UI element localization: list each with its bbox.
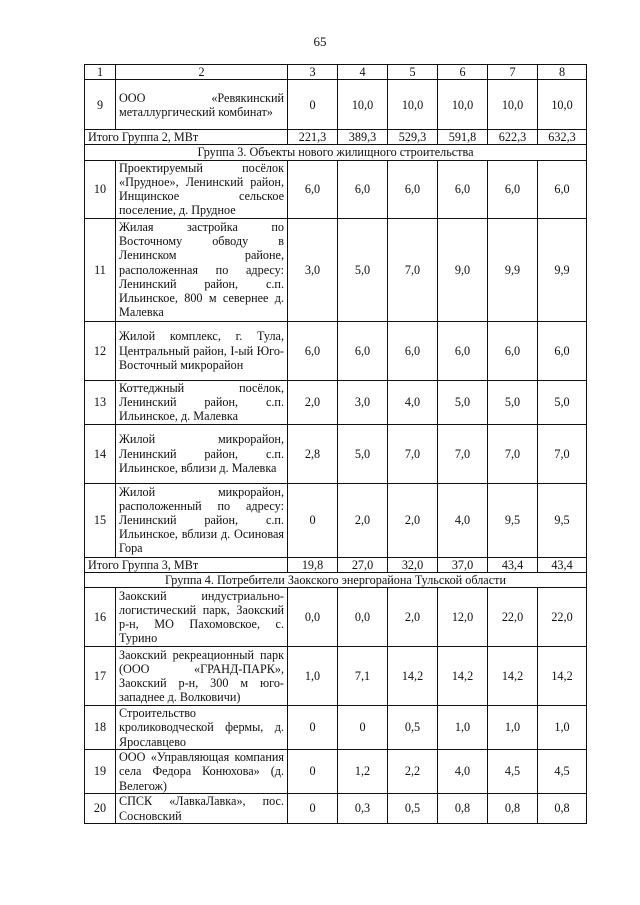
table-row	[85, 321, 587, 380]
row-value: 6,0	[288, 160, 338, 218]
row-value: 1,0	[438, 706, 488, 750]
row-name: ООО «Управляющая компания села Федора Конюхова» (д. Велегож)	[116, 750, 288, 794]
table-row	[85, 424, 587, 483]
row-value: 0,5	[388, 794, 438, 824]
row-value: 0,5	[388, 706, 438, 750]
table-row	[85, 750, 587, 794]
header-row	[85, 65, 587, 80]
row-value: 4,0	[388, 380, 438, 424]
row-number: 14	[85, 424, 116, 483]
row-value: 6,0	[388, 321, 438, 380]
row-value: 3,0	[338, 380, 388, 424]
row-name: Жилой комплекс, г. Тула, Центральный район, I-ый Юго-Восточный микрорайон	[116, 321, 288, 380]
table-row	[85, 218, 587, 321]
row-value: 4,0	[438, 750, 488, 794]
total-value: 622,3	[488, 130, 538, 145]
row-value: 6,0	[338, 160, 388, 218]
row-value: 4,5	[538, 750, 587, 794]
row-value: 14,2	[488, 647, 538, 706]
row-value: 1,2	[338, 750, 388, 794]
row-value: 10,0	[338, 80, 388, 130]
row-value: 14,2	[538, 647, 587, 706]
row-value: 1,0	[538, 706, 587, 750]
total-value: 221,3	[288, 130, 338, 145]
row-value: 9,9	[488, 218, 538, 321]
total-value: 389,3	[338, 130, 388, 145]
row-number: 10	[85, 160, 116, 218]
total-value: 43,4	[488, 557, 538, 572]
row-value: 0	[288, 80, 338, 130]
row-value: 5,0	[338, 218, 388, 321]
table-row	[85, 380, 587, 424]
page-number: 65	[313, 34, 327, 49]
row-number: 19	[85, 750, 116, 794]
row-value: 6,0	[488, 321, 538, 380]
row-value: 0,8	[488, 794, 538, 824]
table-body	[85, 65, 587, 824]
total-value: 37,0	[438, 557, 488, 572]
row-value: 6,0	[488, 160, 538, 218]
total-value: 529,3	[388, 130, 438, 145]
table-row	[85, 794, 587, 824]
total-value: 43,4	[538, 557, 587, 572]
row-value: 0,3	[338, 794, 388, 824]
row-value: 22,0	[488, 588, 538, 647]
row-value: 0,0	[338, 588, 388, 647]
row-value: 6,0	[538, 160, 587, 218]
header-cell: 4	[338, 65, 388, 80]
table-row	[85, 80, 587, 130]
row-value: 5,0	[438, 380, 488, 424]
row-value: 6,0	[538, 321, 587, 380]
row-value: 0	[288, 483, 338, 557]
row-value: 10,0	[388, 80, 438, 130]
row-value: 7,0	[388, 424, 438, 483]
row-value: 1,0	[488, 706, 538, 750]
row-value: 12,0	[438, 588, 488, 647]
row-value: 6,0	[438, 321, 488, 380]
row-value: 2,0	[288, 380, 338, 424]
total-value: 32,0	[388, 557, 438, 572]
header-cell: 5	[388, 65, 438, 80]
table-row	[85, 483, 587, 557]
group-row	[85, 145, 587, 160]
row-name: Проектируемый посёлок «Прудное», Ленинский район, Инщинское сельское поселение, д. Прудное	[116, 160, 288, 218]
row-value: 4,0	[438, 483, 488, 557]
row-value: 10,0	[488, 80, 538, 130]
row-name: Жилой микрорайон, расположенный по адресу: Ленинский район, с.п. Ильинское, вблизи д. Осиновая Гора	[116, 483, 288, 557]
row-value: 2,0	[338, 483, 388, 557]
row-name: Строительство кролиководческой фермы, д. Ярославцево	[116, 706, 288, 750]
total-label: Итого Группа 3, МВт	[85, 557, 288, 572]
row-value: 10,0	[538, 80, 587, 130]
group-title: Группа 4. Потребители Заокского энергорайона Тульской области	[85, 572, 587, 587]
row-value: 7,0	[538, 424, 587, 483]
row-value: 9,5	[488, 483, 538, 557]
row-name: Жилая застройка по Восточному обводу в Ленинском районе, расположенная по адресу: Ленинский район, с.п. Ильинское, 800 м севернее д. Малевка	[116, 218, 288, 321]
row-value: 6,0	[338, 321, 388, 380]
data-table	[84, 64, 587, 824]
row-value: 0,8	[538, 794, 587, 824]
header-cell: 2	[116, 65, 288, 80]
total-row	[85, 557, 587, 572]
row-value: 7,0	[388, 218, 438, 321]
table-row	[85, 588, 587, 647]
row-number: 15	[85, 483, 116, 557]
row-value: 9,9	[538, 218, 587, 321]
row-value: 2,8	[288, 424, 338, 483]
row-value: 0	[288, 706, 338, 750]
row-value: 2,0	[388, 483, 438, 557]
row-number: 20	[85, 794, 116, 824]
header-cell: 1	[85, 65, 116, 80]
row-name: Коттеджный посёлок, Ленинский район, с.п. Ильинское, д. Малевка	[116, 380, 288, 424]
row-value: 0	[338, 706, 388, 750]
row-value: 0	[288, 794, 338, 824]
row-name: СПСК «ЛавкаЛавка», пос. Сосновский	[116, 794, 288, 824]
total-value: 27,0	[338, 557, 388, 572]
row-value: 7,1	[338, 647, 388, 706]
row-value: 14,2	[388, 647, 438, 706]
row-value: 22,0	[538, 588, 587, 647]
row-value: 1,0	[288, 647, 338, 706]
row-number: 16	[85, 588, 116, 647]
row-number: 13	[85, 380, 116, 424]
header-cell: 6	[438, 65, 488, 80]
row-value: 9,0	[438, 218, 488, 321]
row-value: 0,8	[438, 794, 488, 824]
row-value: 5,0	[338, 424, 388, 483]
table-row	[85, 160, 587, 218]
row-value: 0,0	[288, 588, 338, 647]
row-value: 7,0	[488, 424, 538, 483]
total-label: Итого Группа 2, МВт	[85, 130, 288, 145]
row-number: 9	[85, 80, 116, 130]
row-value: 5,0	[488, 380, 538, 424]
row-number: 11	[85, 218, 116, 321]
row-name: Заокский рекреационный парк (ООО «ГРАНД-ПАРК», Заокский р-н, 300 м юго-западнее д. Волковичи)	[116, 647, 288, 706]
row-value: 6,0	[438, 160, 488, 218]
total-value: 19,8	[288, 557, 338, 572]
header-cell: 8	[538, 65, 587, 80]
row-number: 12	[85, 321, 116, 380]
row-name: Заокский индустриально-логистический парк, Заокский р-н, МО Пахомовское, с. Турино	[116, 588, 288, 647]
row-name: ООО «Ревякинский металлургический комбинат»	[116, 80, 288, 130]
row-value: 9,5	[538, 483, 587, 557]
row-value: 7,0	[438, 424, 488, 483]
total-value: 632,3	[538, 130, 587, 145]
row-value: 3,0	[288, 218, 338, 321]
row-value: 6,0	[288, 321, 338, 380]
row-number: 18	[85, 706, 116, 750]
total-row	[85, 130, 587, 145]
table-row	[85, 647, 587, 706]
table-row	[85, 706, 587, 750]
header-cell: 7	[488, 65, 538, 80]
row-name: Жилой микрорайон, Ленинский район, с.п. Ильинское, вблизи д. Малевка	[116, 424, 288, 483]
row-value: 2,2	[388, 750, 438, 794]
row-value: 6,0	[388, 160, 438, 218]
row-value: 2,0	[388, 588, 438, 647]
row-value: 14,2	[438, 647, 488, 706]
header-cell: 3	[288, 65, 338, 80]
row-value: 4,5	[488, 750, 538, 794]
row-number: 17	[85, 647, 116, 706]
row-value: 0	[288, 750, 338, 794]
row-value: 10,0	[438, 80, 488, 130]
total-value: 591,8	[438, 130, 488, 145]
row-value: 5,0	[538, 380, 587, 424]
group-row	[85, 572, 587, 587]
group-title: Группа 3. Объекты нового жилищного строительства	[85, 145, 587, 160]
